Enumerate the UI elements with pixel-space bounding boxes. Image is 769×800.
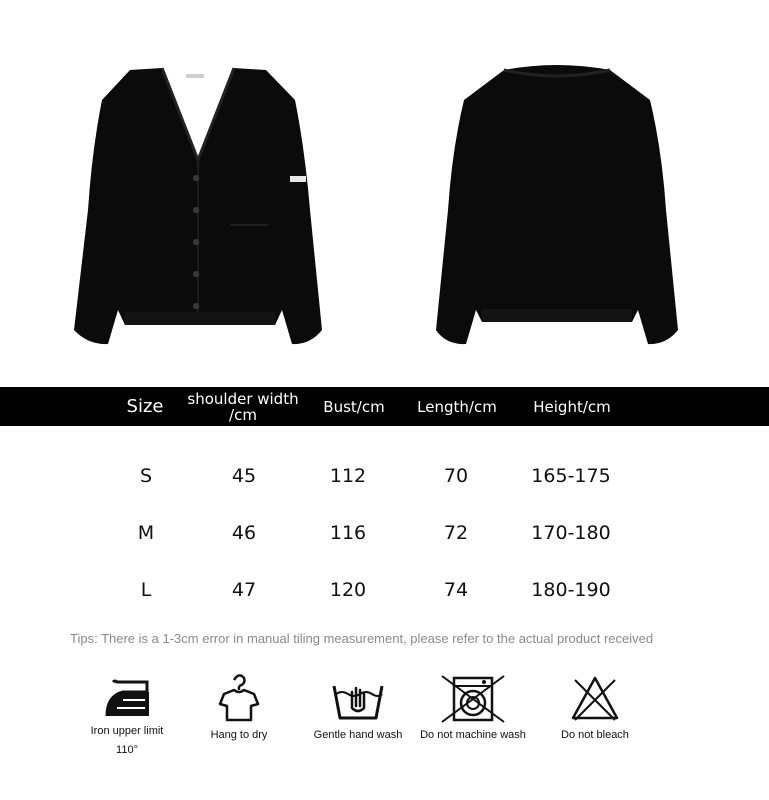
no-machine-wash-icon bbox=[438, 672, 508, 726]
care-hand-wash bbox=[310, 672, 406, 745]
care-iron-label: Iron upper limit 110° bbox=[90, 725, 164, 756]
header-height: Height/cm bbox=[533, 397, 611, 416]
cell-bust: 112 bbox=[329, 465, 367, 487]
hand-wash-icon bbox=[328, 672, 388, 726]
cell-shoulder-width: 45 bbox=[231, 465, 257, 487]
cell-length: 74 bbox=[443, 579, 469, 601]
cell-bust: 120 bbox=[329, 579, 367, 601]
cell-size: S bbox=[139, 465, 153, 487]
cell-length: 70 bbox=[443, 465, 469, 487]
care-no-bleach bbox=[553, 672, 637, 745]
header-length: Length/cm bbox=[417, 397, 497, 416]
no-bleach-icon bbox=[567, 672, 623, 726]
cell-bust: 116 bbox=[329, 522, 367, 544]
iron-icon bbox=[97, 672, 157, 722]
care-hang bbox=[204, 672, 274, 745]
cell-size: M bbox=[137, 522, 155, 544]
table-row bbox=[0, 448, 769, 505]
measurement-tips: Tips: There is a 1-3cm error in manual tiling measurement, please refer to the actual product received bbox=[70, 631, 654, 646]
cardigan-back-image bbox=[432, 60, 682, 350]
header-shoulder-width: shoulder width /cm bbox=[187, 389, 299, 424]
size-table bbox=[0, 387, 769, 619]
care-no-machine-wash bbox=[414, 672, 532, 745]
hang-dry-icon bbox=[214, 672, 264, 726]
header-bust: Bust/cm bbox=[323, 397, 385, 416]
cell-size: L bbox=[140, 579, 152, 601]
cell-height: 180-190 bbox=[531, 579, 611, 601]
table-row bbox=[0, 562, 769, 619]
care-hang-label: Hang to dry bbox=[210, 729, 268, 741]
cell-height: 170-180 bbox=[531, 522, 611, 544]
cell-shoulder-width: 46 bbox=[231, 522, 257, 544]
cell-height: 165-175 bbox=[531, 465, 611, 487]
header-size: Size bbox=[126, 395, 164, 417]
cell-length: 72 bbox=[443, 522, 469, 544]
table-row bbox=[0, 505, 769, 562]
cardigan-front-image bbox=[70, 60, 325, 350]
cell-shoulder-width: 47 bbox=[231, 579, 257, 601]
care-no-bleach-label: Do not bleach bbox=[561, 729, 629, 741]
care-no-machine-wash-label: Do not machine wash bbox=[420, 729, 526, 741]
size-table-header bbox=[0, 387, 769, 426]
care-iron bbox=[90, 672, 164, 760]
care-hand-wash-label: Gentle hand wash bbox=[313, 729, 403, 741]
